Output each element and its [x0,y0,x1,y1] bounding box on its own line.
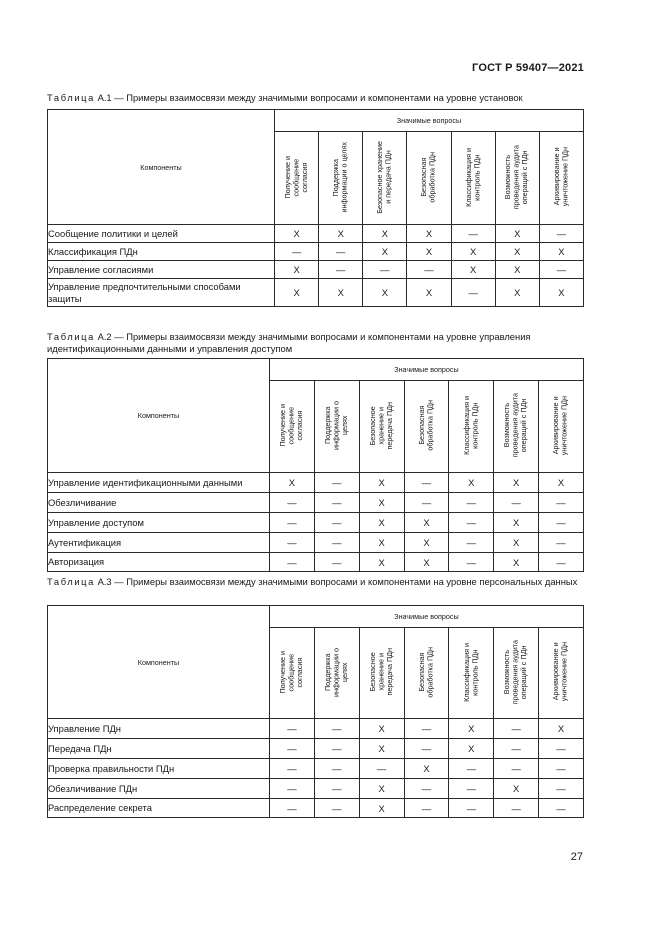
table-caption-prefix: Таблица [47,331,95,342]
table-cell: X [495,279,539,307]
column-header-text: Возможность проведения аудита операций с ПДн [502,393,529,458]
table-row [48,473,584,493]
column-header [314,628,359,719]
table-cell: — [539,513,584,533]
column-header [359,381,404,473]
table-cell: — [319,261,363,279]
table-cell: X [539,243,583,261]
table-cell: — [270,533,315,553]
table-cell: — [270,719,315,739]
table-cell: — [314,779,359,799]
row-label: Обезличивание [48,493,270,513]
column-header [539,132,583,225]
table-cell: X [359,513,404,533]
table-cell: — [449,513,494,533]
table-cell: X [404,513,449,533]
table-cell: X [275,261,319,279]
table-cell: — [449,759,494,779]
table-cell: X [275,225,319,243]
table-cell: — [539,779,584,799]
table-row [48,799,584,818]
table-cell: — [539,261,583,279]
table-cell: — [270,493,315,513]
column-header-text: Получение и сообщение согласия [278,404,305,447]
table-cell: — [404,739,449,759]
table-a2 [47,358,584,572]
table-cell: — [539,493,584,513]
column-header [407,132,451,225]
table-cell: X [359,799,404,818]
column-header [359,628,404,719]
table-caption-a2 [47,331,584,355]
table-cell: X [359,739,404,759]
table-caption-prefix: Таблица [47,92,95,103]
table-cell: X [275,279,319,307]
table-cell: X [359,719,404,739]
column-header [404,628,449,719]
column-header-text: Получение и сообщение согласия [278,650,305,694]
table-cell: — [449,553,494,572]
table-cell: — [449,533,494,553]
row-label: Классификация ПДн [48,243,275,261]
table-cell: X [359,473,404,493]
table-cell: — [494,799,539,818]
table-row [48,553,584,572]
table-cell: X [451,261,495,279]
column-header [494,381,539,473]
significant-issues-header: Значимые вопросы [270,359,584,381]
table-cell: — [494,719,539,739]
table-cell: — [451,279,495,307]
table-row [48,533,584,553]
column-header-text: Безопасное хранение и передача ПДн [367,401,394,450]
column-header-text: Поддержка информации о целях [322,647,350,697]
table-cell: X [404,553,449,572]
table-cell: X [494,513,539,533]
table-cell: — [539,225,583,243]
significant-issues-header: Значимые вопросы [275,110,584,132]
column-header-text: Поддержка информации о целях [331,141,349,213]
table-cell: — [314,553,359,572]
table-cell: X [407,225,451,243]
row-label: Распределение секрета [48,799,270,818]
table-cell: X [359,553,404,572]
row-label: Управление согласиями [48,261,275,279]
table-cell: — [314,739,359,759]
table-row [48,493,584,513]
table-caption-a1 [47,92,584,104]
page-number: 27 [570,851,583,863]
table-cell: — [539,533,584,553]
table-cell: X [359,779,404,799]
row-label: Управление доступом [48,513,270,533]
column-header [314,381,359,473]
table-cell: — [314,533,359,553]
table-cell: X [494,533,539,553]
column-header-text: Возможность проведения аудита операций с ПДн [503,144,530,210]
column-header-text: Возможность проведения аудита операций с ПДн [502,639,529,705]
table-caption-prefix: Таблица [47,576,95,587]
table-cell: — [319,243,363,261]
column-header-text: Архивирование и уничтожение ПДн [551,642,569,702]
row-label: Передача ПДн [48,739,270,759]
column-header-text: Классификация и контроль ПДн [461,396,480,455]
table-cell: — [404,719,449,739]
column-header [404,381,449,473]
table-cell: — [494,759,539,779]
table-cell: X [359,493,404,513]
significant-issues-header: Значимые вопросы [270,606,584,628]
column-header [270,628,315,719]
column-header-text: Безопасная обработка ПДн [419,151,437,203]
row-label: Управление предпочтительными способами защиты [48,279,275,307]
column-header [319,132,363,225]
table-cell: — [539,759,584,779]
table-cell: — [449,493,494,513]
table-a3 [47,605,584,818]
row-label: Управление идентификационными данными [48,473,270,493]
row-label: Сообщение политики и целей [48,225,275,243]
table-cell: X [359,533,404,553]
table-cell: X [363,243,407,261]
document-standard-number: ГОСТ Р 59407—2021 [472,62,584,74]
table-row [48,243,584,261]
table-cell: — [270,739,315,759]
table-caption-text: А.1 — Примеры взаимосвязи между значимыми вопросами и компонентами на уровне установок [94,92,523,103]
column-header [539,381,584,473]
column-header-text: Классификация и контроль ПДн [461,642,480,702]
table-cell: X [319,279,363,307]
table-row [48,225,584,243]
table-cell: X [449,739,494,759]
table-cell: — [449,779,494,799]
table-cell: — [314,493,359,513]
table-cell: X [404,759,449,779]
table-cell: X [495,261,539,279]
table-row [48,261,584,279]
column-header-text: Безопасное хранение и передача ПДн [375,140,393,214]
table-cell: — [404,799,449,818]
column-header [363,132,407,225]
table-cell: X [407,243,451,261]
row-label: Аутентификация [48,533,270,553]
table-cell: — [363,261,407,279]
table-cell: X [495,243,539,261]
column-header [495,132,539,225]
column-header-text: Безопасное хранение и передача ПДн [367,648,394,696]
table-cell: X [449,719,494,739]
table-cell: X [494,779,539,799]
table-caption-text: А.2 — Примеры взаимосвязи между значимыми вопросами и компонентами на уровне управления идентификационными данными и управления доступом [47,331,531,354]
table-cell: X [494,473,539,493]
table-cell: — [314,513,359,533]
table-cell: X [539,279,583,307]
row-label: Обезличивание ПДн [48,779,270,799]
table-cell: X [495,225,539,243]
row-label: Авторизация [48,553,270,572]
table-cell: X [363,279,407,307]
components-header: Компоненты [48,110,275,225]
table-cell: — [404,779,449,799]
table-cell: X [363,225,407,243]
column-header [494,628,539,719]
table-cell: X [451,243,495,261]
column-header-text: Архивирование и уничтожение ПДн [551,147,570,207]
table-cell: — [270,553,315,572]
column-header-text: Классификация и контроль ПДн [463,147,482,207]
row-label: Управление ПДн [48,719,270,739]
column-header [449,381,494,473]
table-cell: — [494,493,539,513]
table-cell: — [314,473,359,493]
table-row [48,779,584,799]
column-header [270,381,315,473]
column-header [539,628,584,719]
table-row [48,739,584,759]
table-row [48,719,584,739]
column-header-text: Архивирование и уничтожение ПДн [551,395,569,456]
table-caption-a3 [47,576,584,588]
table-cell: — [275,243,319,261]
table-a1 [47,109,584,307]
table-cell: — [451,225,495,243]
table-cell: X [449,473,494,493]
components-header: Компоненты [48,606,270,719]
table-cell: X [270,473,315,493]
table-caption-text: А.3 — Примеры взаимосвязи между значимыми вопросами и компонентами на уровне персональных данных [94,576,578,587]
table-cell: — [270,759,315,779]
column-header [449,628,494,719]
column-header-text: Получение и сообщение согласия [282,155,309,199]
table-cell: X [539,719,584,739]
column-header-text: Безопасная обработка ПДн [416,646,435,698]
table-cell: — [539,739,584,759]
table-cell: — [270,513,315,533]
components-header: Компоненты [48,359,270,473]
table-cell: — [270,779,315,799]
row-label: Проверка правильности ПДн [48,759,270,779]
column-header [451,132,495,225]
table-cell: — [270,799,315,818]
table-cell: — [314,759,359,779]
table-cell: — [539,553,584,572]
column-header [275,132,319,225]
table-cell: X [319,225,363,243]
table-cell: X [539,473,584,493]
table-cell: — [314,719,359,739]
table-row [48,759,584,779]
column-header-text: Безопасная обработка ПДн [416,400,435,451]
column-header-text: Поддержка информации о целях [322,401,350,450]
table-cell: — [404,493,449,513]
table-cell: — [314,799,359,818]
table-cell: — [449,799,494,818]
table-cell: — [404,473,449,493]
table-cell: — [494,739,539,759]
table-cell: X [404,533,449,553]
table-cell: — [407,261,451,279]
table-cell: — [539,799,584,818]
table-cell: X [494,553,539,572]
table-row [48,279,584,307]
table-cell: X [407,279,451,307]
table-cell: — [359,759,404,779]
table-row [48,513,584,533]
